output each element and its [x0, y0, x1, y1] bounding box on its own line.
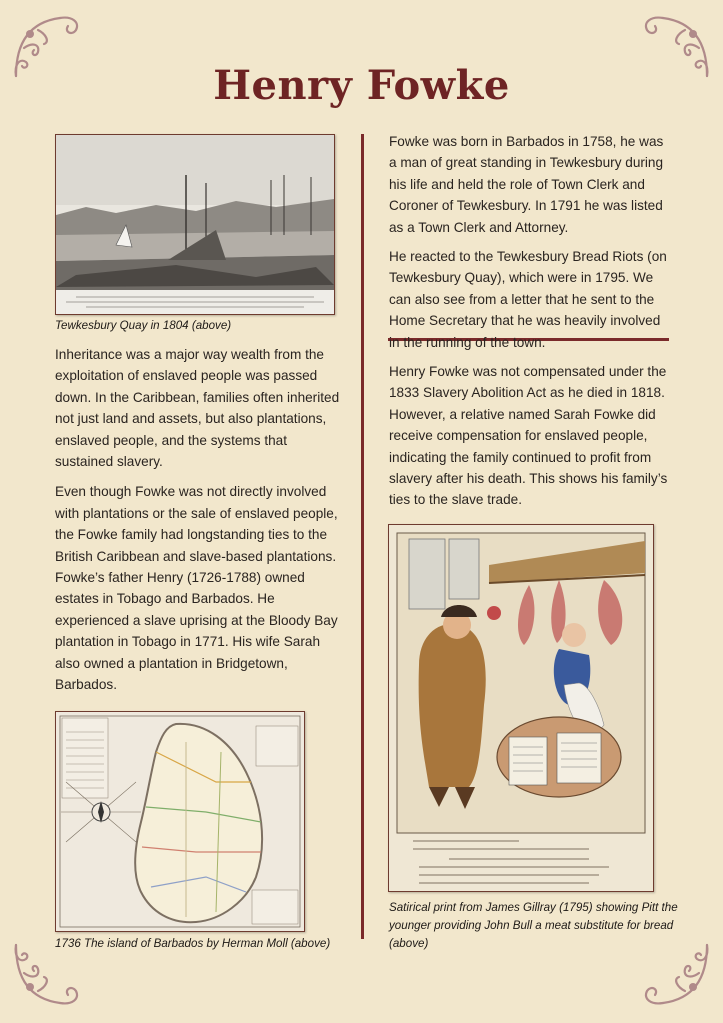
column-divider — [361, 134, 364, 939]
right-paragraph-1: Fowke was born in Barbados in 1758, he was a man of great standing in Tewkesbury during his life and held the role of Town Clerk and Coroner of Tewkesbury. In 1791 he was listed as a Town Clerk and Attorney. — [389, 134, 664, 235]
gillray-print-caption: Satirical print from James Gillray (1795) showing Pitt the younger providing John Bull a meat substitute for bread (above) — [389, 901, 678, 950]
right-paragraph-3: Henry Fowke was not compensated under the 1833 Slavery Abolition Act as he died in 1818. However, a relative named Sarah Fowke did receive compensation for enslaved people, indicating the family continued to profit from slavery after his death. This shows his family’s ties to the slave trade. — [389, 364, 668, 508]
gillray-print-image — [388, 524, 654, 892]
page-title: Henry Fowke — [213, 62, 510, 109]
barbados-map-image — [55, 711, 305, 932]
left-body-text — [55, 344, 345, 705]
quay-engraving-image — [55, 134, 335, 315]
left-paragraph-1: Inheritance was a major way wealth from the exploitation of enslaved people was passed down. In the Caribbean, families often inherited not just land and assets, but also plantations, enslaved people, and the systems that sustained slavery. — [55, 347, 340, 470]
quay-engraving-caption: Tewkesbury Quay in 1804 (above) — [55, 319, 232, 332]
right-body-text-top — [389, 131, 673, 362]
barbados-map-caption: 1736 The island of Barbados by Herman Moll (above) — [55, 937, 331, 950]
right-body-text-bottom — [389, 361, 673, 520]
left-paragraph-2: Even though Fowke was not directly involved with plantations or the sale of enslaved people, the Fowke family had longstanding ties to the British Caribbean and slave-based plantations. Fowke’s father Henry (1726-1788) owned estates in Tobago and Barbados. He experienced a slave uprising at the Bloody Bay plantation in Tobago in 1771. His wife Sarah also owned a plantation in Bridgetown, Barbados. — [55, 484, 338, 693]
right-paragraph-2: He reacted to the Tewkesbury Bread Riots (on Tewkesbury Quay), which were in 1795. We can also see from a letter that he sent to the Home Secretary that he was heavily involved in the running of the town. — [389, 249, 667, 350]
